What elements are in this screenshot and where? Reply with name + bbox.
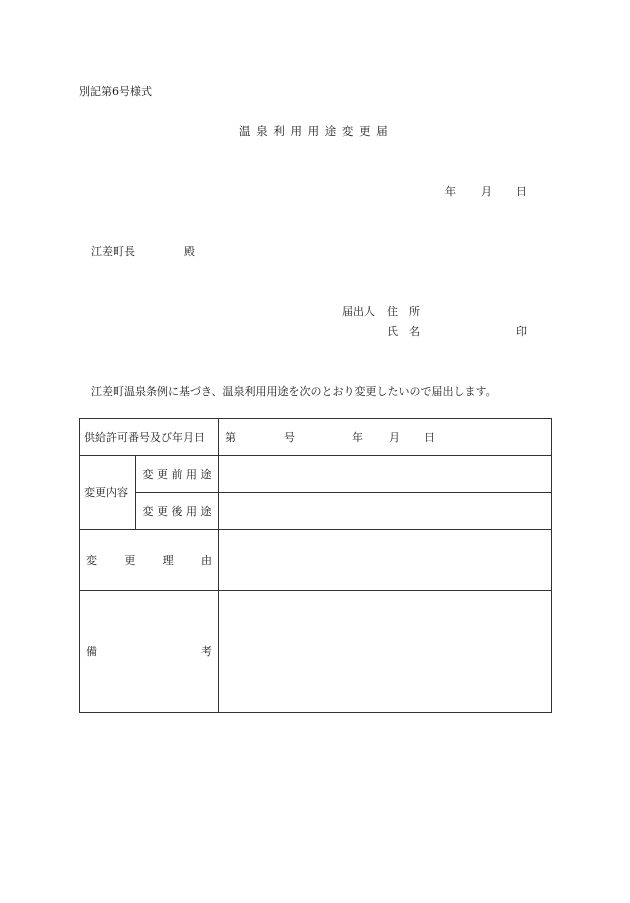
after-use-row bbox=[80, 493, 552, 530]
remarks-row bbox=[80, 591, 552, 713]
permit-month: 月 bbox=[389, 431, 400, 444]
form-number: 別記第6号様式 bbox=[79, 85, 152, 98]
reason-row bbox=[80, 530, 552, 591]
date-year: 年 bbox=[445, 185, 456, 198]
reason-char-4: 由 bbox=[200, 553, 212, 567]
after-use-label: 変 更 後 用 途 bbox=[142, 504, 212, 518]
remarks-label-cell bbox=[80, 591, 219, 713]
after-use-value[interactable] bbox=[219, 493, 552, 530]
permit-label: 供給許可番号及び年月日 bbox=[84, 430, 205, 444]
applicant-label: 届出人 bbox=[342, 305, 375, 318]
body-text: 江差町温泉条例に基づき、温泉利用用途を次のとおり変更したいので届出します。 bbox=[91, 385, 497, 398]
permit-value-cell[interactable] bbox=[219, 419, 552, 456]
permit-label-cell bbox=[80, 419, 219, 456]
seal-mark: 印 bbox=[516, 325, 527, 338]
remarks-char-2: 考 bbox=[201, 645, 212, 658]
permit-year: 年 bbox=[352, 431, 363, 444]
reason-label bbox=[86, 555, 212, 566]
permit-row bbox=[80, 419, 552, 456]
remarks-label bbox=[86, 646, 212, 657]
date-day: 日 bbox=[516, 185, 527, 198]
change-form-table bbox=[79, 418, 552, 713]
before-use-row bbox=[80, 456, 552, 493]
permit-dai: 第 bbox=[225, 431, 236, 444]
before-use-label-cell bbox=[136, 456, 219, 493]
date-month: 月 bbox=[481, 185, 492, 198]
change-content-label: 変更内容 bbox=[84, 486, 128, 499]
reason-char-1: 変 bbox=[86, 553, 97, 567]
change-content-cell bbox=[80, 456, 136, 530]
before-use-value[interactable] bbox=[219, 456, 552, 493]
permit-day: 日 bbox=[424, 431, 435, 444]
reason-value[interactable] bbox=[219, 530, 552, 591]
address-label: 住 所 bbox=[387, 305, 420, 318]
name-label: 氏 名 bbox=[387, 325, 420, 338]
remarks-char-1: 備 bbox=[86, 645, 97, 658]
before-use-label: 変 更 前 用 途 bbox=[142, 467, 212, 481]
after-use-label-cell bbox=[136, 493, 219, 530]
remarks-value[interactable] bbox=[219, 591, 552, 713]
reason-char-2: 更 bbox=[124, 553, 136, 567]
reason-label-cell bbox=[80, 530, 219, 591]
reason-char-3: 理 bbox=[162, 553, 174, 567]
addressee-honorific: 殿 bbox=[184, 245, 195, 258]
addressee-name: 江差町長 bbox=[91, 245, 135, 258]
page-title: 温 泉 利 用 用 途 変 更 届 bbox=[239, 124, 389, 138]
permit-go: 号 bbox=[284, 431, 295, 444]
